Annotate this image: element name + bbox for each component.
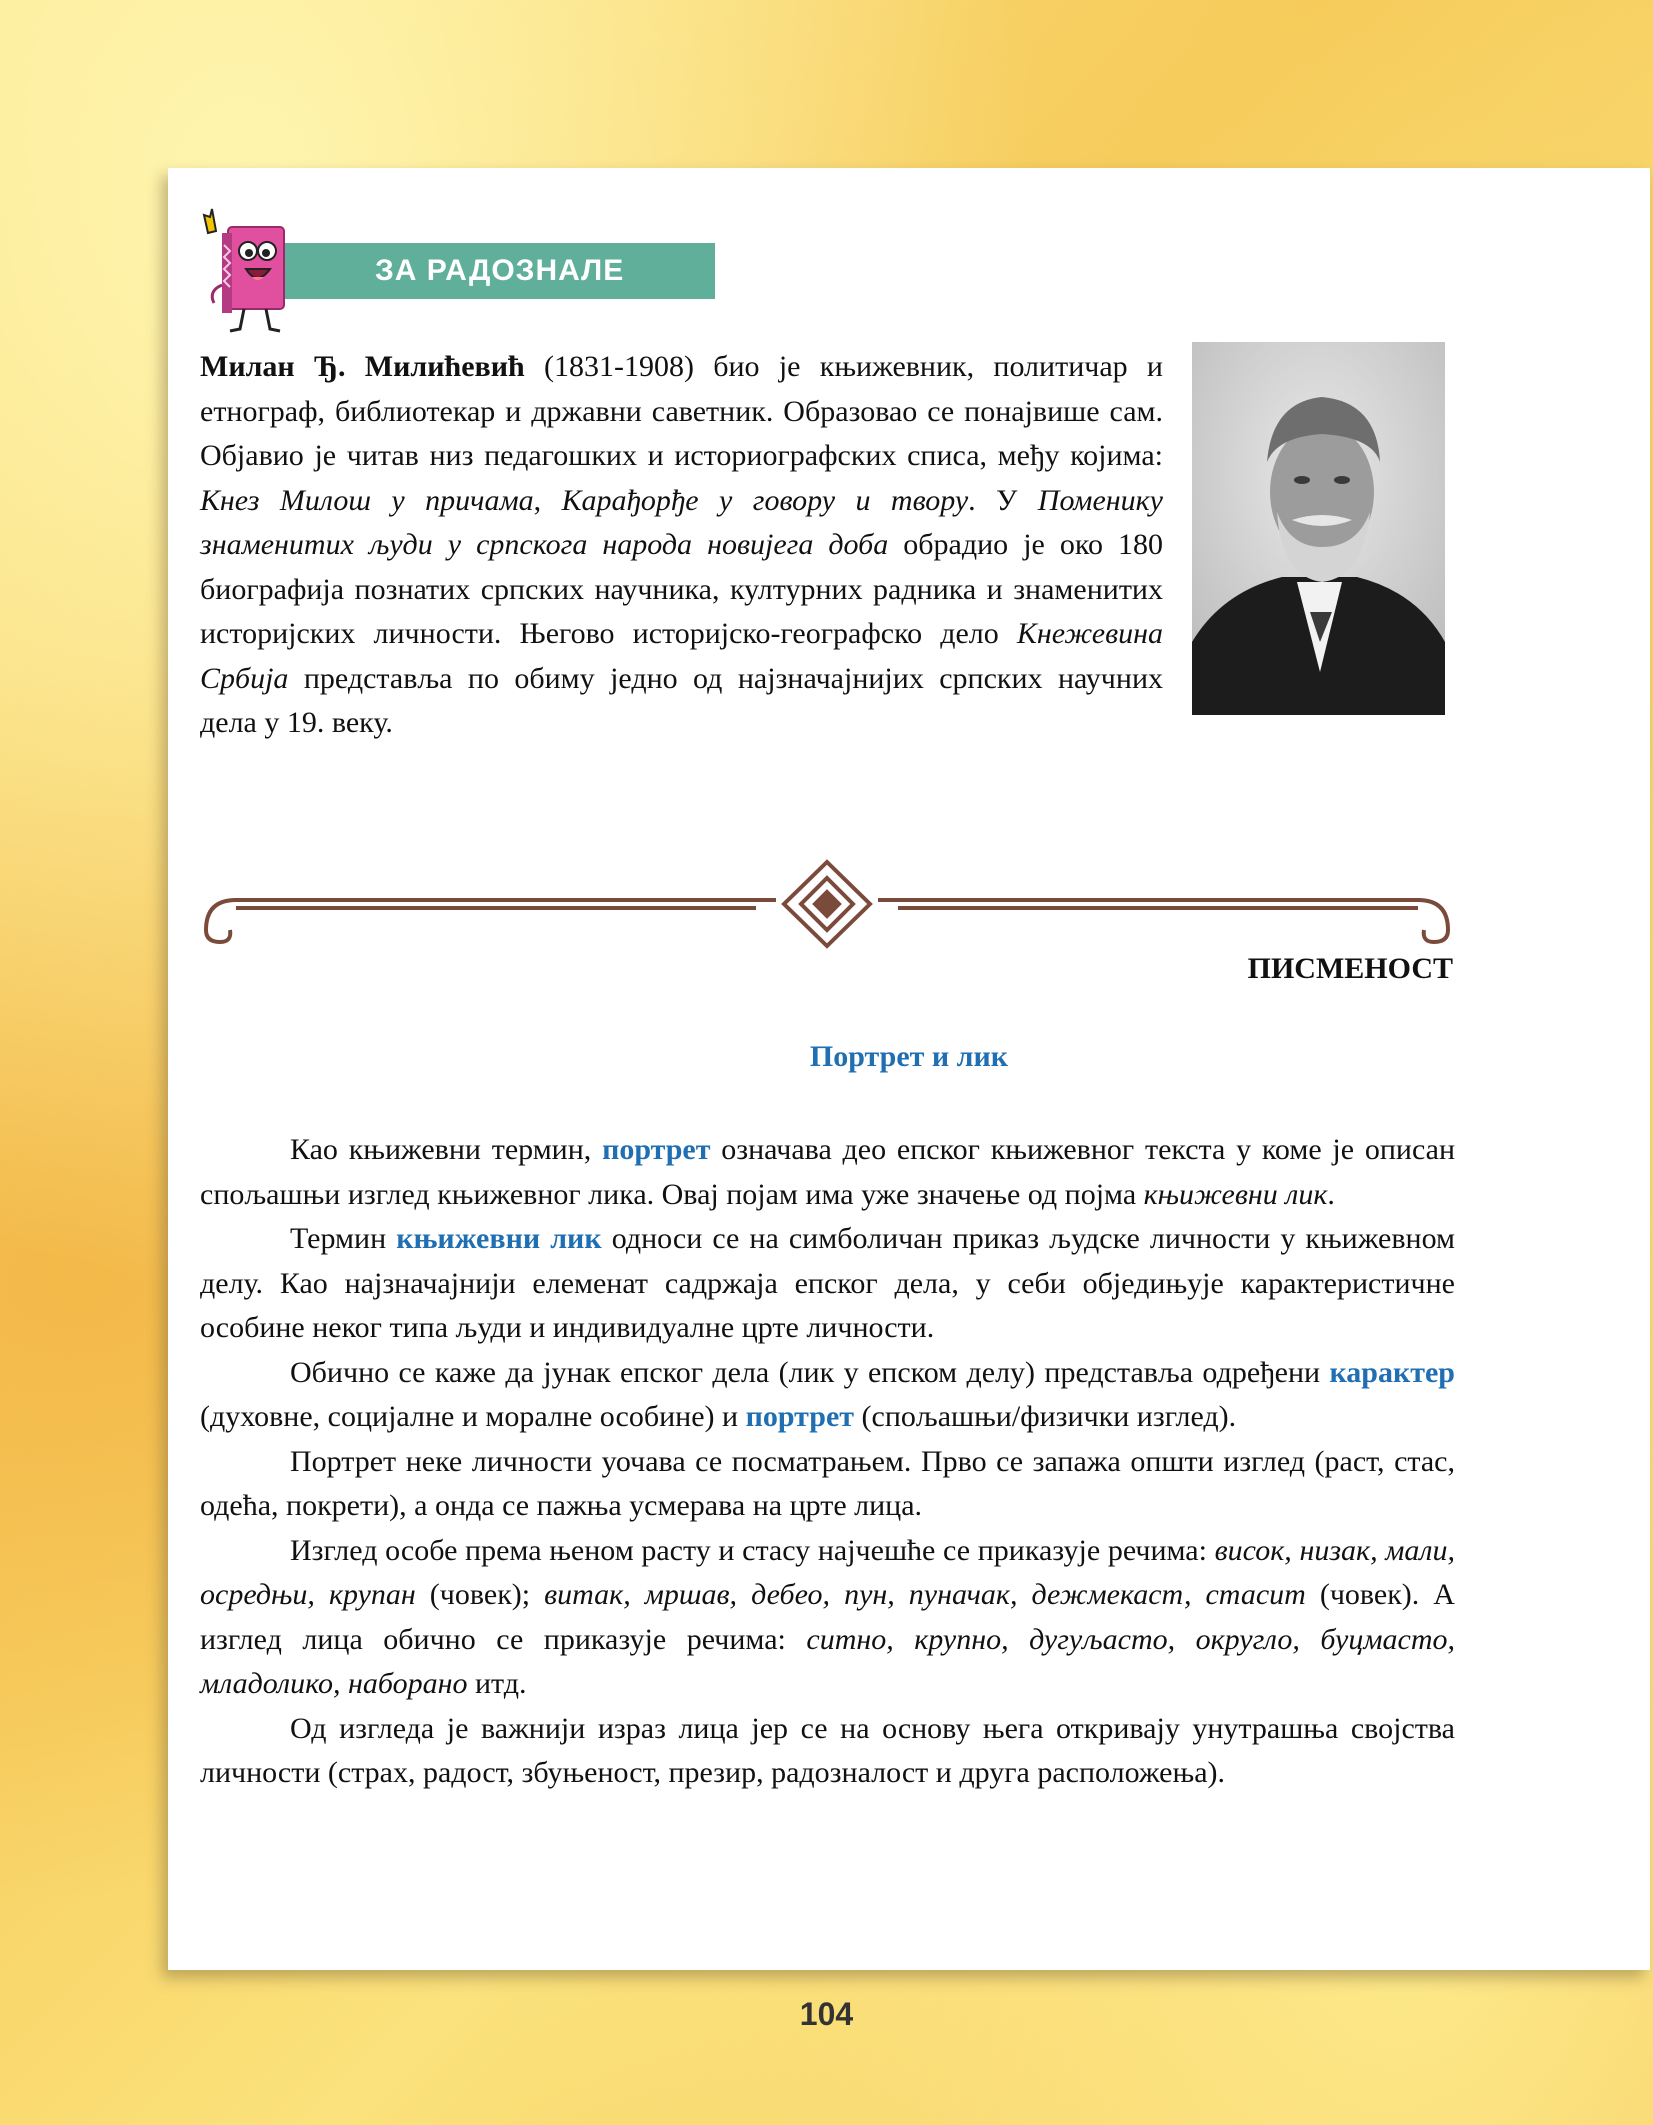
page-number: 104 [799, 1996, 854, 2032]
work-title-3: Поменику знаменитих људи у српскога народа новијега доба [200, 483, 1163, 561]
p2-text-b: односи се на симболичан приказ људске личности у књижевном делу. Као најзначајнији елеменат садржаја епског дела, у себи обједињује карактеристичне особине неког типа људи и индивидуалне црте личности. [200, 1222, 1456, 1344]
intro-text-1: (1831-1908) био је књижевник, политичар и етнограф, библиотекар и државни саветник. Образовао се понајвише сам. Објавио је читав низ педагошких и историографских списа, међу којима: [200, 350, 1163, 472]
p5-text-d: итд. [467, 1667, 527, 1700]
keyword-character: карактер [1329, 1355, 1455, 1389]
p3-text-c: (спољашњи/физички изглед). [854, 1400, 1237, 1433]
body-paragraph-6: Од изгледа је важнији израз лица јер се на основу њега откривају унутрашња својства личности (страх, радост, збуњеност, презир, радозналост и друга расположења). [200, 1711, 1455, 1789]
p1-text-b: означава део епског књижевног текста у коме је описан спољашњи изглед књижевног лика. Овај појам има уже значење од појма [200, 1133, 1455, 1211]
p1-italic-term: књижевни лик [1143, 1177, 1328, 1211]
work-title-4: Кнежевина Србија [200, 617, 1163, 695]
lesson-subtitle: Портрет и лик [809, 1040, 1009, 1073]
body-paragraph-2 [200, 1217, 1455, 1351]
intro-text-4: обрадио је око 180 биографија познатих српских научника, културних радника и знаменитих историјских личности. Његово историјско-географско дело [200, 528, 1163, 650]
work-title-1: Кнез Милош у причама [200, 483, 534, 517]
section-badge-label: ЗА РАДОЗНАЛЕ [285, 243, 715, 299]
p5-italic-1: висок, низак, мали, осредњи, крупан [200, 1533, 1455, 1611]
p5-text-a: Изглед особе према њеном расту и стасу најчешће се приказује речима: [290, 1533, 1215, 1567]
intro-paragraph [200, 345, 1163, 746]
p5-italic-3: ситно, крупно, дугуљасто, округло, буцмасто, младолико, наборано [200, 1622, 1455, 1700]
p5-text-c: (човек). А изглед лица обично се приказује речима: [200, 1578, 1455, 1656]
author-portrait-photo [1192, 342, 1445, 715]
intro-text-3: . У [968, 483, 1038, 517]
p1-text-c: . [1327, 1177, 1335, 1211]
section-title: ПИСМЕНОСТ [1247, 952, 1453, 985]
keyword-portrait-2: портрет [745, 1400, 855, 1433]
body-paragraph-1 [200, 1128, 1455, 1217]
p5-italic-2: витак, мршав, дебео, пун, пуначак, дежмекаст, стасит [544, 1578, 1306, 1611]
author-name: Милан Ђ. Милићевић [200, 350, 525, 383]
book-mascot-icon [200, 205, 290, 335]
p3-text-b: (духовне, социјалне и моралне особине) и [200, 1400, 746, 1433]
keyword-literary-character: књижевни лик [396, 1222, 602, 1255]
ornamental-divider [196, 850, 1458, 950]
keyword-portrait: портрет [602, 1133, 711, 1166]
body-paragraph-3 [200, 1351, 1455, 1440]
p2-text-a: Термин [290, 1222, 397, 1255]
p3-text-a: Обично се каже да јунак епског дела (лик у епском делу) представља одређени [290, 1355, 1330, 1389]
p1-text-a: Као књижевни термин, [290, 1133, 603, 1166]
body-paragraph-4: Портрет неке личности уочава се посматрањем. Прво се запажа општи изглед (раст, стас, одећа, покрети), а онда се пажња усмерава на црте лица. [200, 1444, 1455, 1522]
work-title-2: Карађорђе у говору и твору [561, 483, 969, 517]
lesson-body [200, 1128, 1455, 1796]
p5-text-b: (човек); [415, 1578, 545, 1611]
intro-text-5: представља по обиму једно од најзначајнијих српских научних дела у 19. веку. [200, 661, 1163, 739]
intro-text-2: , [533, 483, 562, 517]
body-paragraph-5 [200, 1529, 1455, 1707]
